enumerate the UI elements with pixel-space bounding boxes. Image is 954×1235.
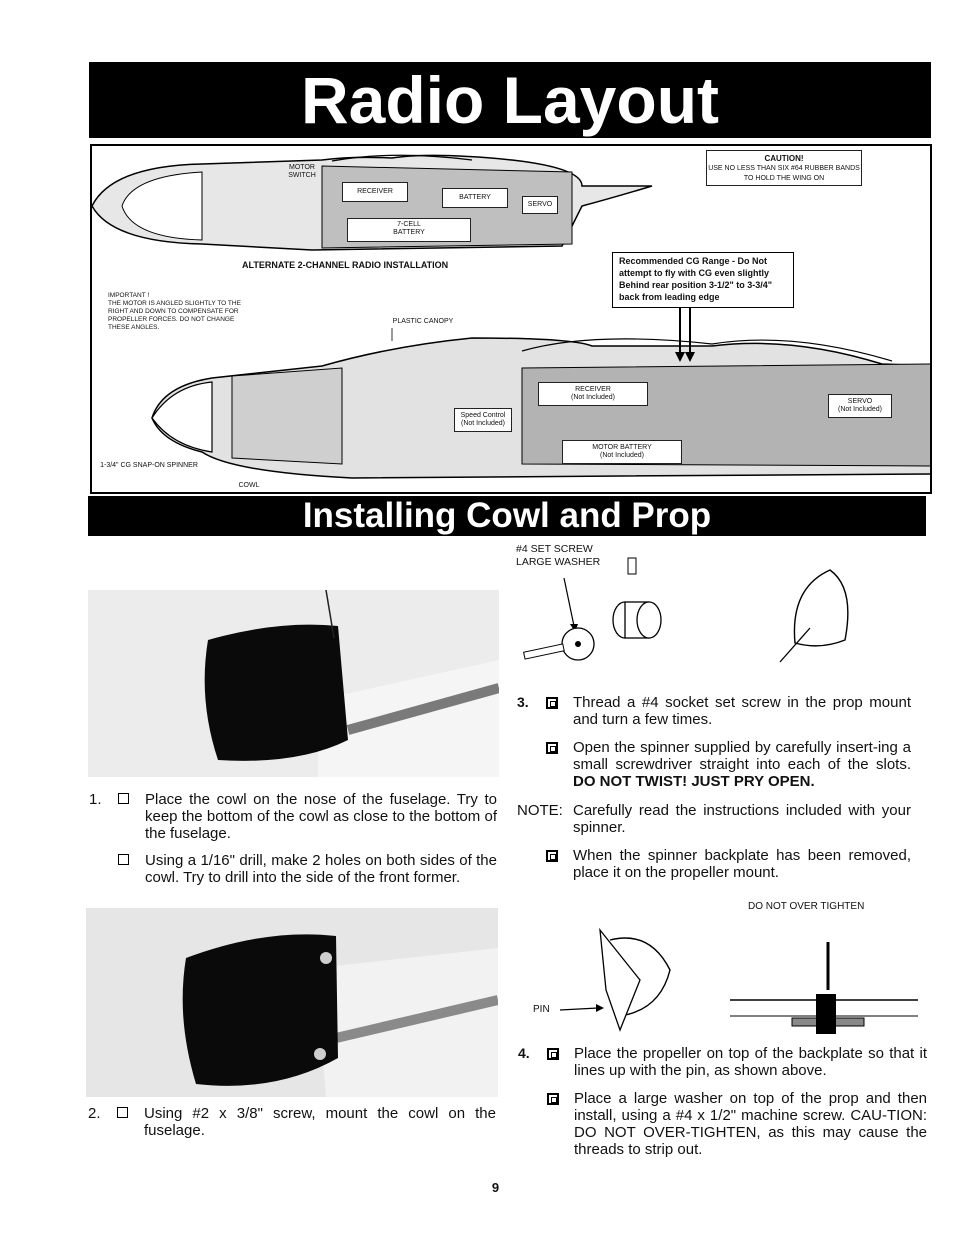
step-1b-checkbox[interactable] xyxy=(118,854,129,865)
step-4-number: 4. xyxy=(518,1045,530,1061)
step-3-number: 3. xyxy=(517,694,529,710)
step-3c-text: When the spinner backplate has been removed, place it on the propeller mount. xyxy=(573,847,911,881)
step-3b-text xyxy=(573,739,911,790)
step-3b-warning: DO NOT TWIST! JUST PRY OPEN. xyxy=(573,773,815,790)
note-text: Carefully read the instructions included with your spinner. xyxy=(573,802,911,836)
step-4a-text: Place the propeller on top of the backplate so that it lines up with the pin, as shown above. xyxy=(574,1045,927,1079)
caution-box xyxy=(706,150,862,186)
set-screw-washer-label: #4 SET SCREW LARGE WASHER xyxy=(516,543,601,568)
important-note: IMPORTANT ! THE MOTOR IS ANGLED SLIGHTLY TO THE RIGHT AND DOWN TO COMPENSATE FOR PROPELLER FORCES. DO NOT CHANGE THESE ANGLES. xyxy=(108,292,241,331)
cowl-label: COWL xyxy=(238,482,260,489)
speed-control-label: Speed Control (Not Included) xyxy=(454,408,512,432)
cowl-photo-2-image xyxy=(86,908,498,1097)
motor-switch-label: MOTOR SWITCH xyxy=(288,164,316,179)
servo-label: SERVO xyxy=(522,196,558,214)
servo-not-included-label: SERVO (Not Included) xyxy=(828,394,892,418)
alternate-install-label: ALTERNATE 2-CHANNEL RADIO INSTALLATION xyxy=(242,260,449,270)
step-3a-checkbox[interactable] xyxy=(546,697,558,709)
step-2-number: 2. xyxy=(88,1105,101,1122)
motor-battery-label: MOTOR BATTERY (Not Included) xyxy=(562,440,682,464)
step-2-text: Using #2 x 3/8" screw, mount the cowl on the fuselage. xyxy=(144,1105,496,1139)
caution-body: USE NO LESS THAN SIX #64 RUBBER BANDS TO HOLD THE WING ON xyxy=(708,165,860,182)
seven-cell-battery-label: 7-CELL BATTERY xyxy=(347,218,471,242)
do-not-over-tighten-label: DO NOT OVER TIGHTEN xyxy=(748,901,865,912)
step-1a-text: Place the cowl on the nose of the fuselage. Try to keep the bottom of the cowl as close to the bottom of the fuselage. xyxy=(145,791,497,842)
cowl-photo-2 xyxy=(86,908,498,1097)
note-label: NOTE: xyxy=(517,802,563,819)
step-3a-text: Thread a #4 socket set screw in the prop mount and turn a few times. xyxy=(573,694,911,728)
spinner-label: 1-3/4" CG SNAP-ON SPINNER xyxy=(100,462,198,469)
section-title: Installing Cowl and Prop xyxy=(88,496,926,536)
step-4a-checkbox[interactable] xyxy=(547,1048,559,1060)
prop-mount-figure xyxy=(510,548,900,676)
step-3b-text-main: Open the spinner supplied by carefully insert-ing a small screwdriver straight into each of the slots. xyxy=(573,739,911,773)
pin-label: PIN xyxy=(533,1004,550,1015)
step-1a-checkbox[interactable] xyxy=(118,793,129,804)
step-4b-checkbox[interactable] xyxy=(547,1093,559,1105)
receiver-not-included-label: RECEIVER (Not Included) xyxy=(538,382,648,406)
receiver-label: RECEIVER xyxy=(342,182,408,202)
step-4b-text: Place a large washer on top of the prop and then install, using a #4 x 1/2" machine screw. CAU-TION: DO NOT OVER-TIGHTEN, as this may cause the threads to strip out. xyxy=(574,1090,927,1158)
caution-heading: CAUTION! xyxy=(764,154,804,163)
page-title: Radio Layout xyxy=(89,62,931,138)
cg-note-box: Recommended CG Range - Do Not attempt to fly with CG even slightly Behind rear position 3-1/2" to 3-3/4" back from leading edge xyxy=(612,252,794,308)
plastic-canopy-label: PLASTIC CANOPY xyxy=(392,318,454,325)
radio-layout-diagram xyxy=(90,144,932,494)
step-1b-text: Using a 1/16" drill, make 2 holes on both sides of the cowl. Try to drill into the side of the front former. xyxy=(145,852,497,886)
propeller-install-figure xyxy=(540,920,930,1040)
step-2-checkbox[interactable] xyxy=(117,1107,128,1118)
step-3b-checkbox[interactable] xyxy=(546,742,558,754)
cowl-photo-1-image xyxy=(88,590,499,777)
step-1-number: 1. xyxy=(89,791,102,808)
cowl-photo-1 xyxy=(88,590,499,777)
battery-label: BATTERY xyxy=(442,188,508,208)
page-number: 9 xyxy=(491,1180,500,1195)
step-3c-checkbox[interactable] xyxy=(546,850,558,862)
